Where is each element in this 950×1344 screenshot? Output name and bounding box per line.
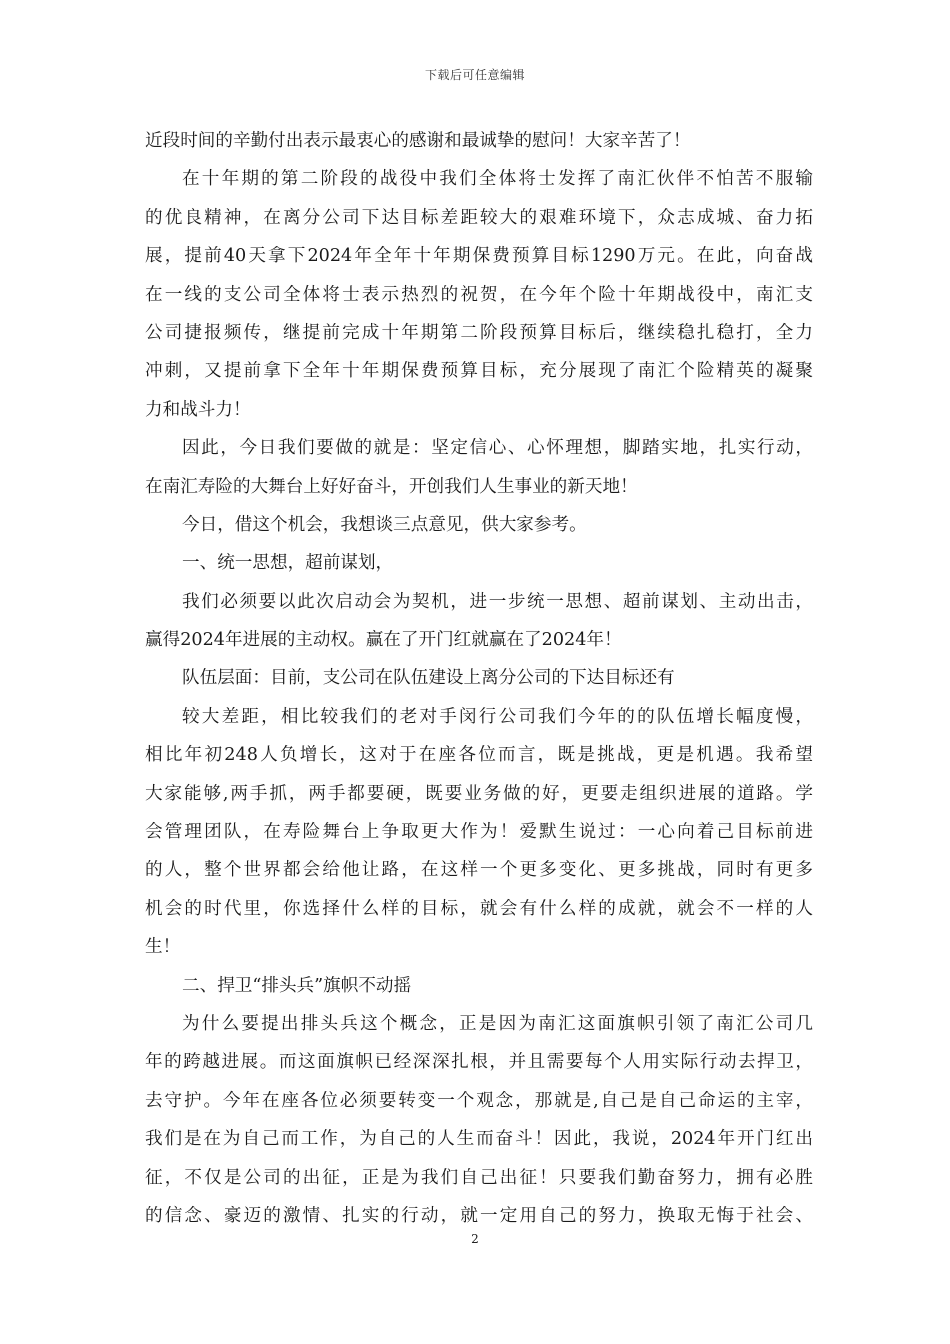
text-line: 我们必须要以此次启动会为契机，进一步统一思想、超前谋划、主动出击， bbox=[182, 591, 813, 612]
text-line: 因此，今日我们要做的就是：坚定信心、心怀理想，脚踏实地，扎实行动， bbox=[182, 438, 813, 459]
text-line: 的人，整个世界都会给他让路，在这样一个更多变化、更多挑战，同时有更多 bbox=[145, 860, 813, 881]
text-line: 在一线的支公司全体将士表示热烈的祝贺，在今年个险十年期战役中，南汇支 bbox=[145, 284, 813, 305]
text-line: 在南汇寿险的大舞台上好好奋斗，开创我们人生事业的新天地！ bbox=[145, 476, 638, 497]
text-line: 为什么要提出排头兵这个概念，正是因为南汇这面旗帜引领了南汇公司几 bbox=[182, 1013, 813, 1034]
text-line: 相比年初248人负增长，这对于在座各位而言，既是挑战，更是机遇。我希望 bbox=[145, 745, 813, 766]
text-line: 在十年期的第二阶段的战役中我们全体将士发挥了南汇伙伴不怕苦不服输 bbox=[182, 169, 813, 190]
text-line: 会管理团队，在寿险舞台上争取更大作为！爱默生说过：一心向着己目标前进 bbox=[145, 822, 813, 843]
text-line: 队伍层面：目前，支公司在队伍建设上离分公司的下达目标还有 bbox=[182, 668, 675, 689]
text-line: 一、统一思想，超前谋划， bbox=[182, 553, 394, 574]
text-line: 生！ bbox=[145, 937, 181, 958]
text-line: 的优良精神，在离分公司下达目标差距较大的艰难环境下，众志成城、奋力拓 bbox=[145, 207, 813, 228]
text-line: 大家能够,两手抓，两手都要硬，既要业务做的好，更要走组织进展的道路。学 bbox=[145, 783, 813, 804]
page-header: 下载后可任意编辑 bbox=[424, 68, 525, 82]
text-line: 冲刺，又提前拿下全年十年期保费预算目标，充分展现了南汇个险精英的凝聚 bbox=[145, 361, 813, 382]
text-line: 今日，借这个机会，我想谈三点意见，供大家参考。 bbox=[182, 514, 587, 535]
text-line: 我们是在为自己而工作，为自己的人生而奋斗！因此，我说，2024年开门红出 bbox=[145, 1129, 813, 1150]
text-line: 机会的时代里，你选择什么样的目标，就会有什么样的成就，就会不一样的人 bbox=[145, 898, 813, 919]
text-line: 力和战斗力！ bbox=[145, 399, 251, 420]
text-line: 的信念、豪迈的激情、扎实的行动，就一定用自己的努力，换取无悔于社会、 bbox=[145, 1205, 813, 1226]
text-line: 公司捷报频传，继提前完成十年期第二阶段预算目标后，继续稳扎稳打，全力 bbox=[145, 322, 813, 343]
text-line: 赢得2024年进展的主动权。赢在了开门红就赢在了2024年！ bbox=[145, 630, 622, 651]
text-line: 展，提前40天拿下2024年全年十年期保费预算目标1290万元。在此，向奋战 bbox=[145, 246, 813, 267]
document-body bbox=[145, 122, 813, 1235]
text-line: 征，不仅是公司的出征，正是为我们自己出征！只要我们勤奋努力，拥有必胜 bbox=[145, 1167, 813, 1188]
text-line: 年的跨越进展。而这面旗帜已经深深扎根，并且需要每个人用实际行动去捍卫， bbox=[145, 1052, 813, 1073]
text-line: 较大差距，相比较我们的老对手闵行公司我们今年的的队伍增长幅度慢， bbox=[182, 706, 813, 727]
text-line: 近段时间的辛勤付出表示最衷心的感谢和最诚挚的慰问！大家辛苦了！ bbox=[145, 131, 691, 151]
page-number: 2 bbox=[471, 1232, 479, 1246]
text-line: 二、捍卫“排头兵”旗帜不动摇 bbox=[182, 975, 412, 996]
text-line: 去守护。今年在座各位必须要转变一个观念，那就是,自己是自己命运的主宰， bbox=[145, 1090, 813, 1111]
